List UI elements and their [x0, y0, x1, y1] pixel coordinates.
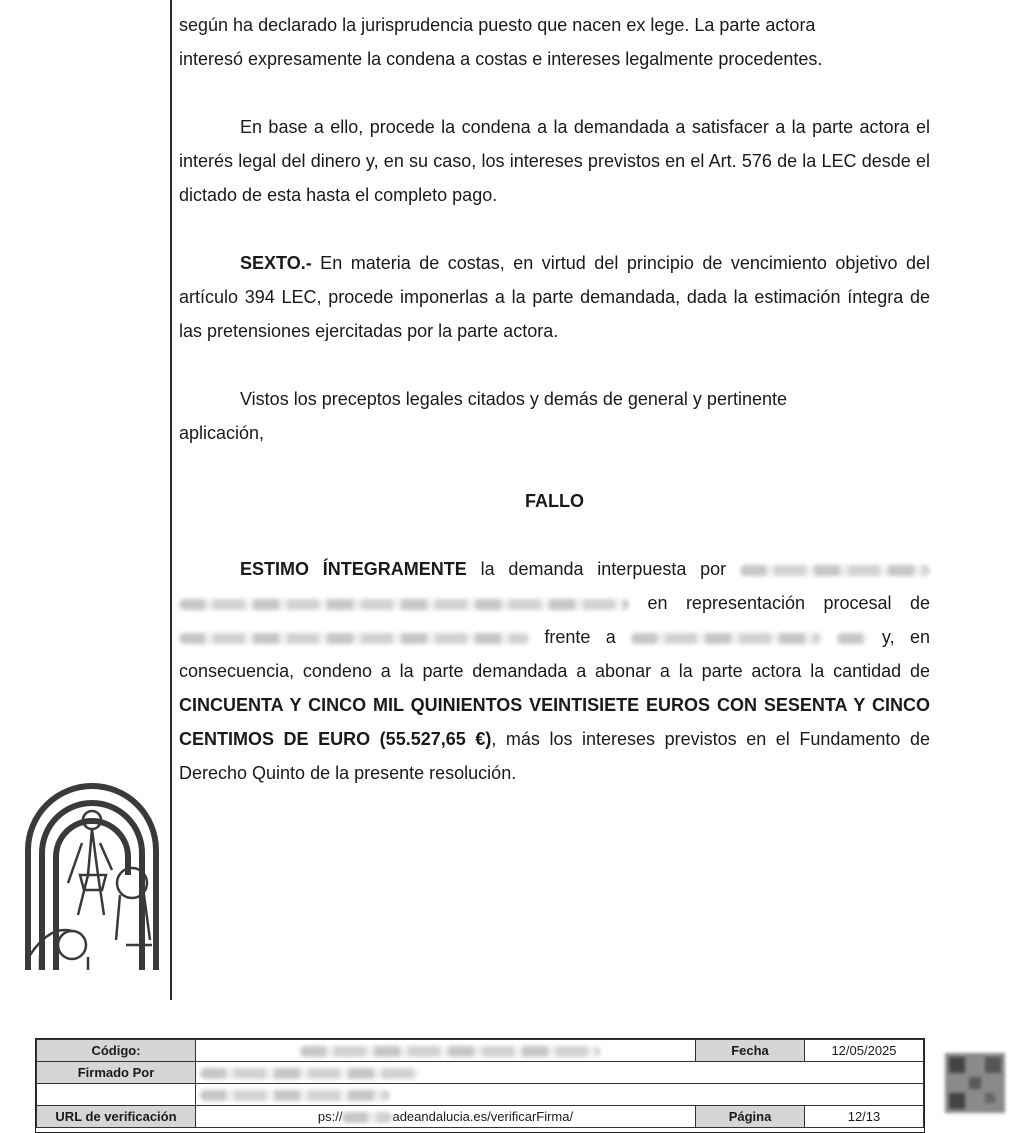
- firmado-label: Firmado Por: [37, 1062, 196, 1084]
- firmado-value-2: [196, 1084, 924, 1106]
- intro-line-1: según ha declarado la jurisprudencia puesto que nacen ex lege. La parte actora: [179, 15, 816, 35]
- fecha-value: 12/05/2025: [805, 1040, 924, 1062]
- sexto-heading: SEXTO.-: [240, 253, 312, 273]
- url-label: URL de verificación: [37, 1106, 196, 1128]
- fallo-heading: FALLO: [525, 491, 584, 511]
- paragraph-intro: [179, 8, 930, 76]
- fecha-label: Fecha: [696, 1040, 805, 1062]
- redacted-name: [740, 565, 930, 576]
- paragraph-fallo: ESTIMO ÍNTEGRAMENTE la demanda interpuesta por en representación procesal de frente a y, en consecuencia, condeno a la parte demandada a abonar a la parte actora la cantidad de CINCUENTA Y CINCO MIL QUINIENTOS VEINTISIETE EUROS CON SESENTA Y CINCO CENTIMOS DE EURO (55.527,65 €), más los intereses previstos en el Fundamento de Derecho Quinto de la presente resolución.: [179, 559, 930, 783]
- signature-footer: [35, 1038, 925, 1133]
- pagina-value: 12/13: [805, 1106, 924, 1128]
- codigo-value: [196, 1040, 696, 1062]
- paragraph-base: En base a ello, procede la condena a la demandada a satisfacer a la parte actora el interés legal del dinero y, en su caso, los intereses previstos en el Art. 576 de la LEC desde el dictado de esta hasta el completo pago.: [179, 117, 930, 205]
- firmado-value: [196, 1062, 924, 1084]
- paragraph-sexto: SEXTO.- En materia de costas, en virtud del principio de vencimiento objetivo del artículo 394 LEC, procede imponerlas a la parte demandada, dada la estimación íntegra de las pretensiones ejercitadas por la parte actora.: [179, 253, 930, 341]
- intro-line-2: interesó expresamente la condena a costas e intereses legalmente procedentes.: [179, 49, 823, 69]
- firmado-extra: [37, 1084, 196, 1106]
- url-value[interactable]: ps:// adeandalucia.es/verificarFirma/: [196, 1106, 696, 1128]
- amount-text: CINCUENTA Y CINCO MIL QUINIENTOS VEINTISIETE EUROS CON SESENTA Y CINCO CENTIMOS DE EURO (55.527,65 €): [179, 695, 930, 749]
- redacted-name: [631, 633, 821, 644]
- estimo-heading: ESTIMO ÍNTEGRAMENTE: [240, 559, 467, 579]
- redacted-name: [179, 633, 529, 644]
- document-body: [179, 8, 930, 790]
- redacted-name: [179, 599, 629, 610]
- codigo-label: Código:: [37, 1040, 196, 1062]
- paragraph-vistos: Vistos los preceptos legales citados y demás de general y pertinente aplicación,: [179, 389, 787, 443]
- pagina-label: Página: [696, 1106, 805, 1128]
- qr-code-icon: [945, 1053, 1005, 1113]
- margin-rule: [170, 0, 172, 1000]
- andalucia-coat-of-arms-icon: [20, 765, 165, 975]
- redacted-name: [837, 633, 867, 644]
